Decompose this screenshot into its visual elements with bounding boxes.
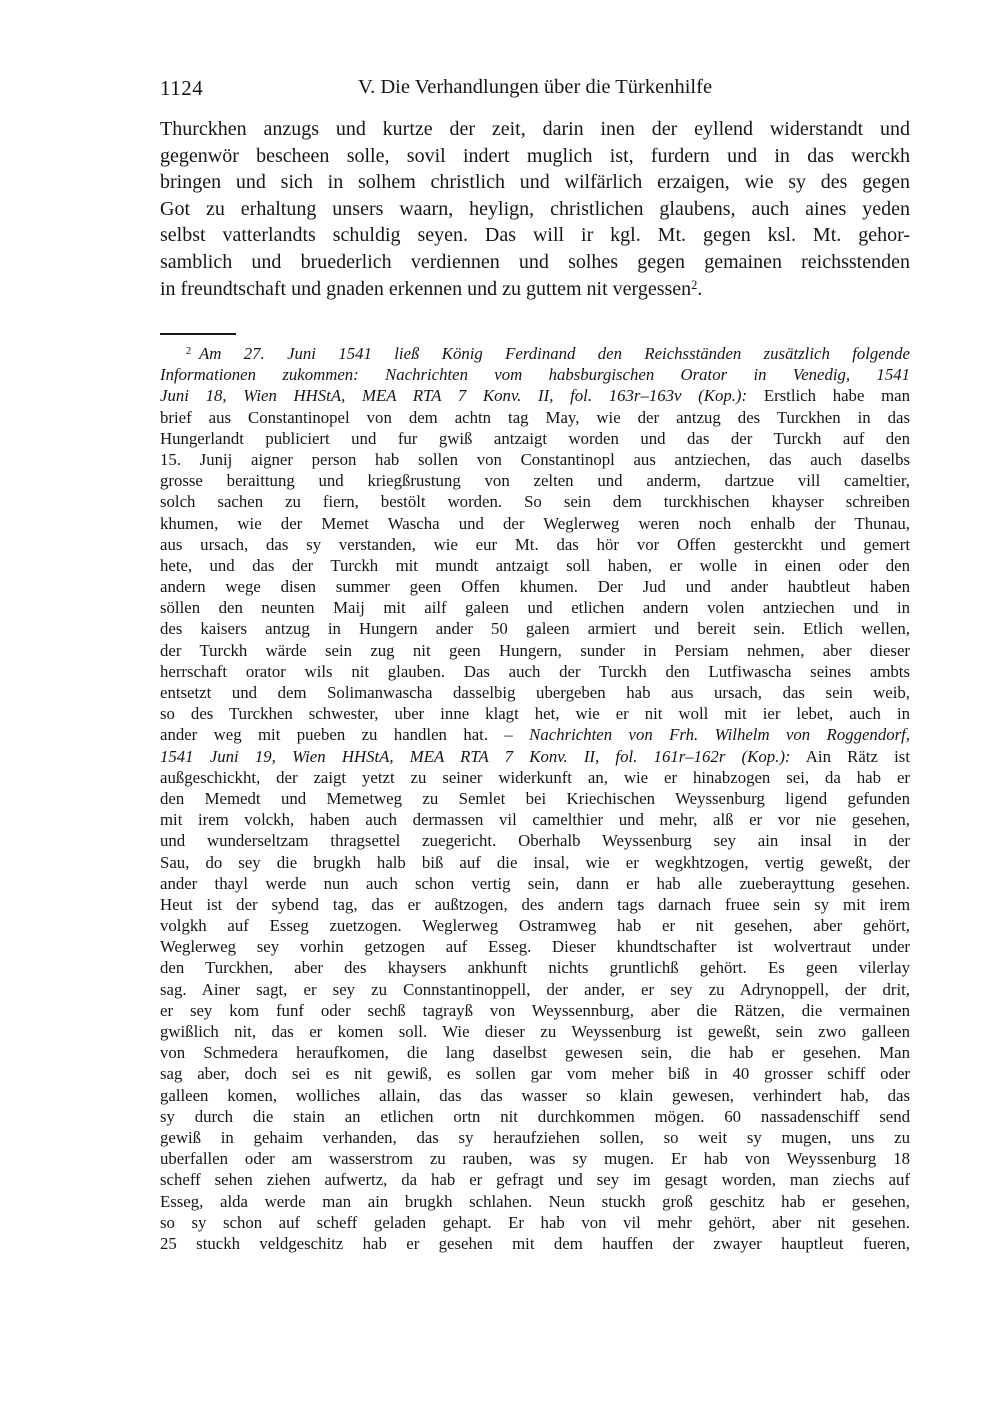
text-segment: Ain Rätz ist [790, 746, 910, 766]
text-segment: Am 27. Juni 1541 ließ König Ferdinand den Reichsständen zusätzlich folgende [199, 344, 910, 363]
text-segment: söllen den neunten Maij mit ailf galeen und etlichen andern volen antziechen und in [160, 598, 910, 618]
text-line [160, 428, 910, 449]
text-segment: galleen komen, wolliches allain, das das wasser so klain gewesen, verhindert hab, das [160, 1085, 910, 1105]
text-line [160, 724, 910, 745]
text-segment: Hungerlandt publiciert und fur gwiß antzaigt worden und das der Turckh auf den [160, 428, 910, 448]
text-line [160, 661, 910, 682]
text-line [160, 1106, 910, 1127]
text-segment: sag. Ainer sagt, er sey zu Connstantinoppell, der ander, er sey zu Adrynoppell, der drit, [160, 979, 910, 999]
text-line [160, 343, 910, 364]
text-segment: herrschaft orator wils nit glauben. Das auch der Turckh den Lutfiwascha seines ambts [160, 661, 910, 681]
text-line [160, 852, 910, 873]
footnote-separator [160, 333, 236, 335]
text-segment: ander thayl werde nun auch schon vertig sein, dann er hab alle zueberayttung gesehen. [160, 873, 910, 893]
text-segment: . [697, 277, 703, 300]
text-segment: andern wege disen summer geen Offen khumen. Der Jud und ander haubtleut haben [160, 577, 910, 597]
text-line [160, 767, 910, 788]
text-line [160, 1000, 910, 1021]
text-line [160, 534, 910, 555]
text-segment: 15. Junij aigner person hab sollen von Constantinopl aus antziechen, das auch daselbs [160, 449, 910, 469]
footnote-reference-mark: 2 [691, 277, 698, 292]
text-line [160, 1233, 910, 1254]
text-segment: von Schmedera heraufkomen, die lang daselbst gewesen sein, die hab er gesehen. Man [160, 1043, 910, 1063]
text-segment: sy durch die stain an etlichen ortn nit durchkommen mögen. 60 nassadenschiff send [160, 1106, 910, 1126]
text-line [160, 1148, 910, 1169]
text-segment: aus ursach, das sy verstanden, wie eur Mt. das hör vor Offen gesterckht und gemert [160, 534, 910, 554]
text-line [160, 703, 910, 724]
footnote-reference-mark: 2 [186, 346, 192, 358]
text-segment: in freundtschaft und gnaden erkennen und zu guttem nit vergessen [160, 277, 692, 300]
text-segment: Erstlich habe man [747, 386, 910, 406]
text-line [160, 1169, 910, 1190]
text-line [160, 491, 910, 512]
text-segment: Weglerweg sey vorhin getzogen auf Esseg. Dieser khundtschafter ist wolvertraut under [160, 937, 910, 957]
text-segment: volgkh auf Esseg zuetzogen. Weglerweg Ostramweg hab er nit gesehen, aber gehört, [160, 916, 910, 936]
text-line [160, 143, 910, 170]
text-segment: gwißlich nit, das er komen soll. Wie dieser zu Weyssenburg ist geweßt, sein zwo galleen [160, 1022, 910, 1041]
text-segment: der Turckh wärde sein zug nit geen Hungern, sunder in Persiam nehmen, aber dieser [160, 640, 910, 660]
text-segment: gewiß in gehaim verhanden, das sy heraufziehen sollen, so weit sy mugen, uns zu [160, 1127, 910, 1147]
text-segment: 25 stuckh veldgeschitz hab er gesehen mit dem hauffen der zwayer hauptleut fueren, [160, 1233, 910, 1253]
text-segment: so des Turckhen schwester, uber inne klagt het, wie er nit woll mit ier lebet, auch in [160, 704, 910, 724]
text-line [160, 449, 910, 470]
text-line [160, 936, 910, 957]
text-segment: sag aber, doch sei es nit gewiß, es sollen gar vom meher biß in 40 grosser schiff oder [160, 1064, 910, 1084]
text-line [160, 957, 910, 978]
text-line [160, 830, 910, 851]
text-line [160, 597, 910, 618]
text-segment: 1541 Juni 19, Wien HHStA, MEA RTA 7 Konv. II, fol. 161r–162r (Kop.): [160, 746, 791, 766]
text-segment: Esseg, alda werde man ain brugkh schlahen. Neun stuckh groß geschitz hab er gesehen, [160, 1191, 910, 1211]
main-text [160, 116, 910, 302]
footnote [160, 343, 910, 1254]
text-segment: Informationen zukommen: Nachrichten vom habsburgischen Orator in Venedig, 1541 [160, 365, 910, 385]
text-line [160, 809, 910, 830]
text-line [160, 555, 910, 576]
text-segment: bringen und sich in solhem christlich und wilfärlich erzaigen, wie sy des gegen [160, 171, 910, 194]
text-line [160, 385, 910, 406]
text-segment: mit irem volckh, haben auch dermassen vil camelthier und mehr, alß er vor nie gesehen, [160, 810, 910, 830]
text-line [160, 1191, 910, 1212]
text-segment: entsetzt und dem Solimanwascha dasselbig ubergeben hab aus ursach, das sein weib, [160, 683, 910, 702]
text-line [160, 618, 910, 639]
running-title: V. Die Verhandlungen über die Türkenhilfe [357, 76, 713, 98]
text-line [160, 222, 910, 249]
text-segment: khumen, wie der Memet Wascha und der Weglerweg weren noch enhalb der Thunau, [160, 513, 910, 533]
text-segment: Nachrichten von Frh. Wilhelm von Roggendorf, [529, 725, 910, 745]
text-segment: so sy schon auf scheff geladen gehapt. Er hab von vil mehr gehört, aber nit gesehen. [160, 1212, 910, 1232]
text-segment: den Memedt und Memetweg zu Semlet bei Kriechischen Weyssenburg ligend gefunden [160, 788, 910, 808]
text-line [160, 276, 910, 303]
text-line [160, 746, 910, 767]
text-segment: selbst vatterlandts schuldig seyen. Das will ir kgl. Mt. gegen ksl. Mt. gehor- [160, 224, 910, 247]
text-line [160, 1212, 910, 1233]
text-line [160, 169, 910, 196]
text-line [160, 576, 910, 597]
page-header [160, 76, 910, 104]
text-line [160, 196, 910, 223]
text-line [160, 979, 910, 1000]
text-line [160, 470, 910, 491]
text-line [160, 1042, 910, 1063]
text-line [160, 364, 910, 385]
text-segment: solch sachen zu fiern, bestölt worden. So sein dem turckhischen khayser schreiben [160, 492, 910, 512]
text-segment: außgeschickht, der zaigt yetzt zu seiner widerkunft an, wie er hinabzogen sei, da hab er [160, 767, 910, 787]
text-segment: Heut ist der sybend tag, das er außtzogen, des andern tags darnach fruee sein sy mit irem [160, 894, 910, 914]
text-segment: er sey kom funf oder sechß tagrayß von Weyssennburg, aber die Rätzen, die vermainen [160, 1000, 910, 1020]
text-line [160, 1085, 910, 1106]
text-segment: und wunderseltzam thragsettel zuegericht. Oberhalb Weyssenburg sey ain insal in der [160, 831, 910, 851]
text-line [160, 788, 910, 809]
text-segment: scheff sehen ziehen aufwertz, da hab er gefragt und sey im gesagt worden, man ziechs auf [160, 1170, 910, 1190]
text-segment: gegenwör bescheen solle, sovil indert muglich ist, furdern und in das werckh [160, 144, 910, 167]
page-number: 1124 [160, 76, 204, 100]
text-segment: des kaisers antzug in Hungern ander 50 galeen armiert und bereit sein. Etlich wellen, [160, 619, 910, 639]
text-line [160, 116, 910, 143]
text-segment: Thurckhen anzugs und kurtze der zeit, darin inen der eyllend widerstandt und [160, 118, 910, 140]
text-line [160, 873, 910, 894]
text-segment: Sau, do sey die brugkh halb biß auf die insal, wie er wegkhtzogen, vertig geweßt, der [160, 852, 910, 872]
text-line [160, 682, 910, 703]
text-segment: den Turckhen, aber des khaysers ankhunft nichts gruntlichß gehört. Es geen vilerlay [160, 958, 910, 978]
text-line [160, 513, 910, 534]
text-segment: uberfallen oder am wasserstrom zu rauben, was sy mugen. Er hab von Weyssenburg 18 [160, 1149, 910, 1169]
text-line [160, 1021, 910, 1042]
text-segment: Juni 18, Wien HHStA, MEA RTA 7 Konv. II, fol. 163r–163v (Kop.): [160, 386, 748, 406]
text-line [160, 640, 910, 661]
text-segment: grosse beraittung und kriegßrustung von zelten und anderm, dartzue vill cameltier, [160, 471, 910, 491]
text-segment: samblich und bruederlich verdiennen und solhes gegen gemainen reichsstenden [160, 250, 910, 273]
text-line [160, 894, 910, 915]
text-segment: Got zu erhaltung unsers waarn, heylign, christlichen glaubens, auch aines yeden [160, 197, 910, 220]
text-line [160, 249, 910, 276]
text-segment: hete, und das der Turckh mit mundt antzaigt soll haben, er wolle in einen oder den [160, 555, 910, 575]
text-line [160, 1127, 910, 1148]
text-segment: ander weg mit pueben zu handlen hat. – [160, 725, 530, 745]
text-segment: brief aus Constantinopel von dem achtn tag May, wie der antzug des Turckhen in das [160, 407, 910, 427]
text-line [160, 915, 910, 936]
text-line [160, 407, 910, 428]
text-line [160, 1063, 910, 1084]
